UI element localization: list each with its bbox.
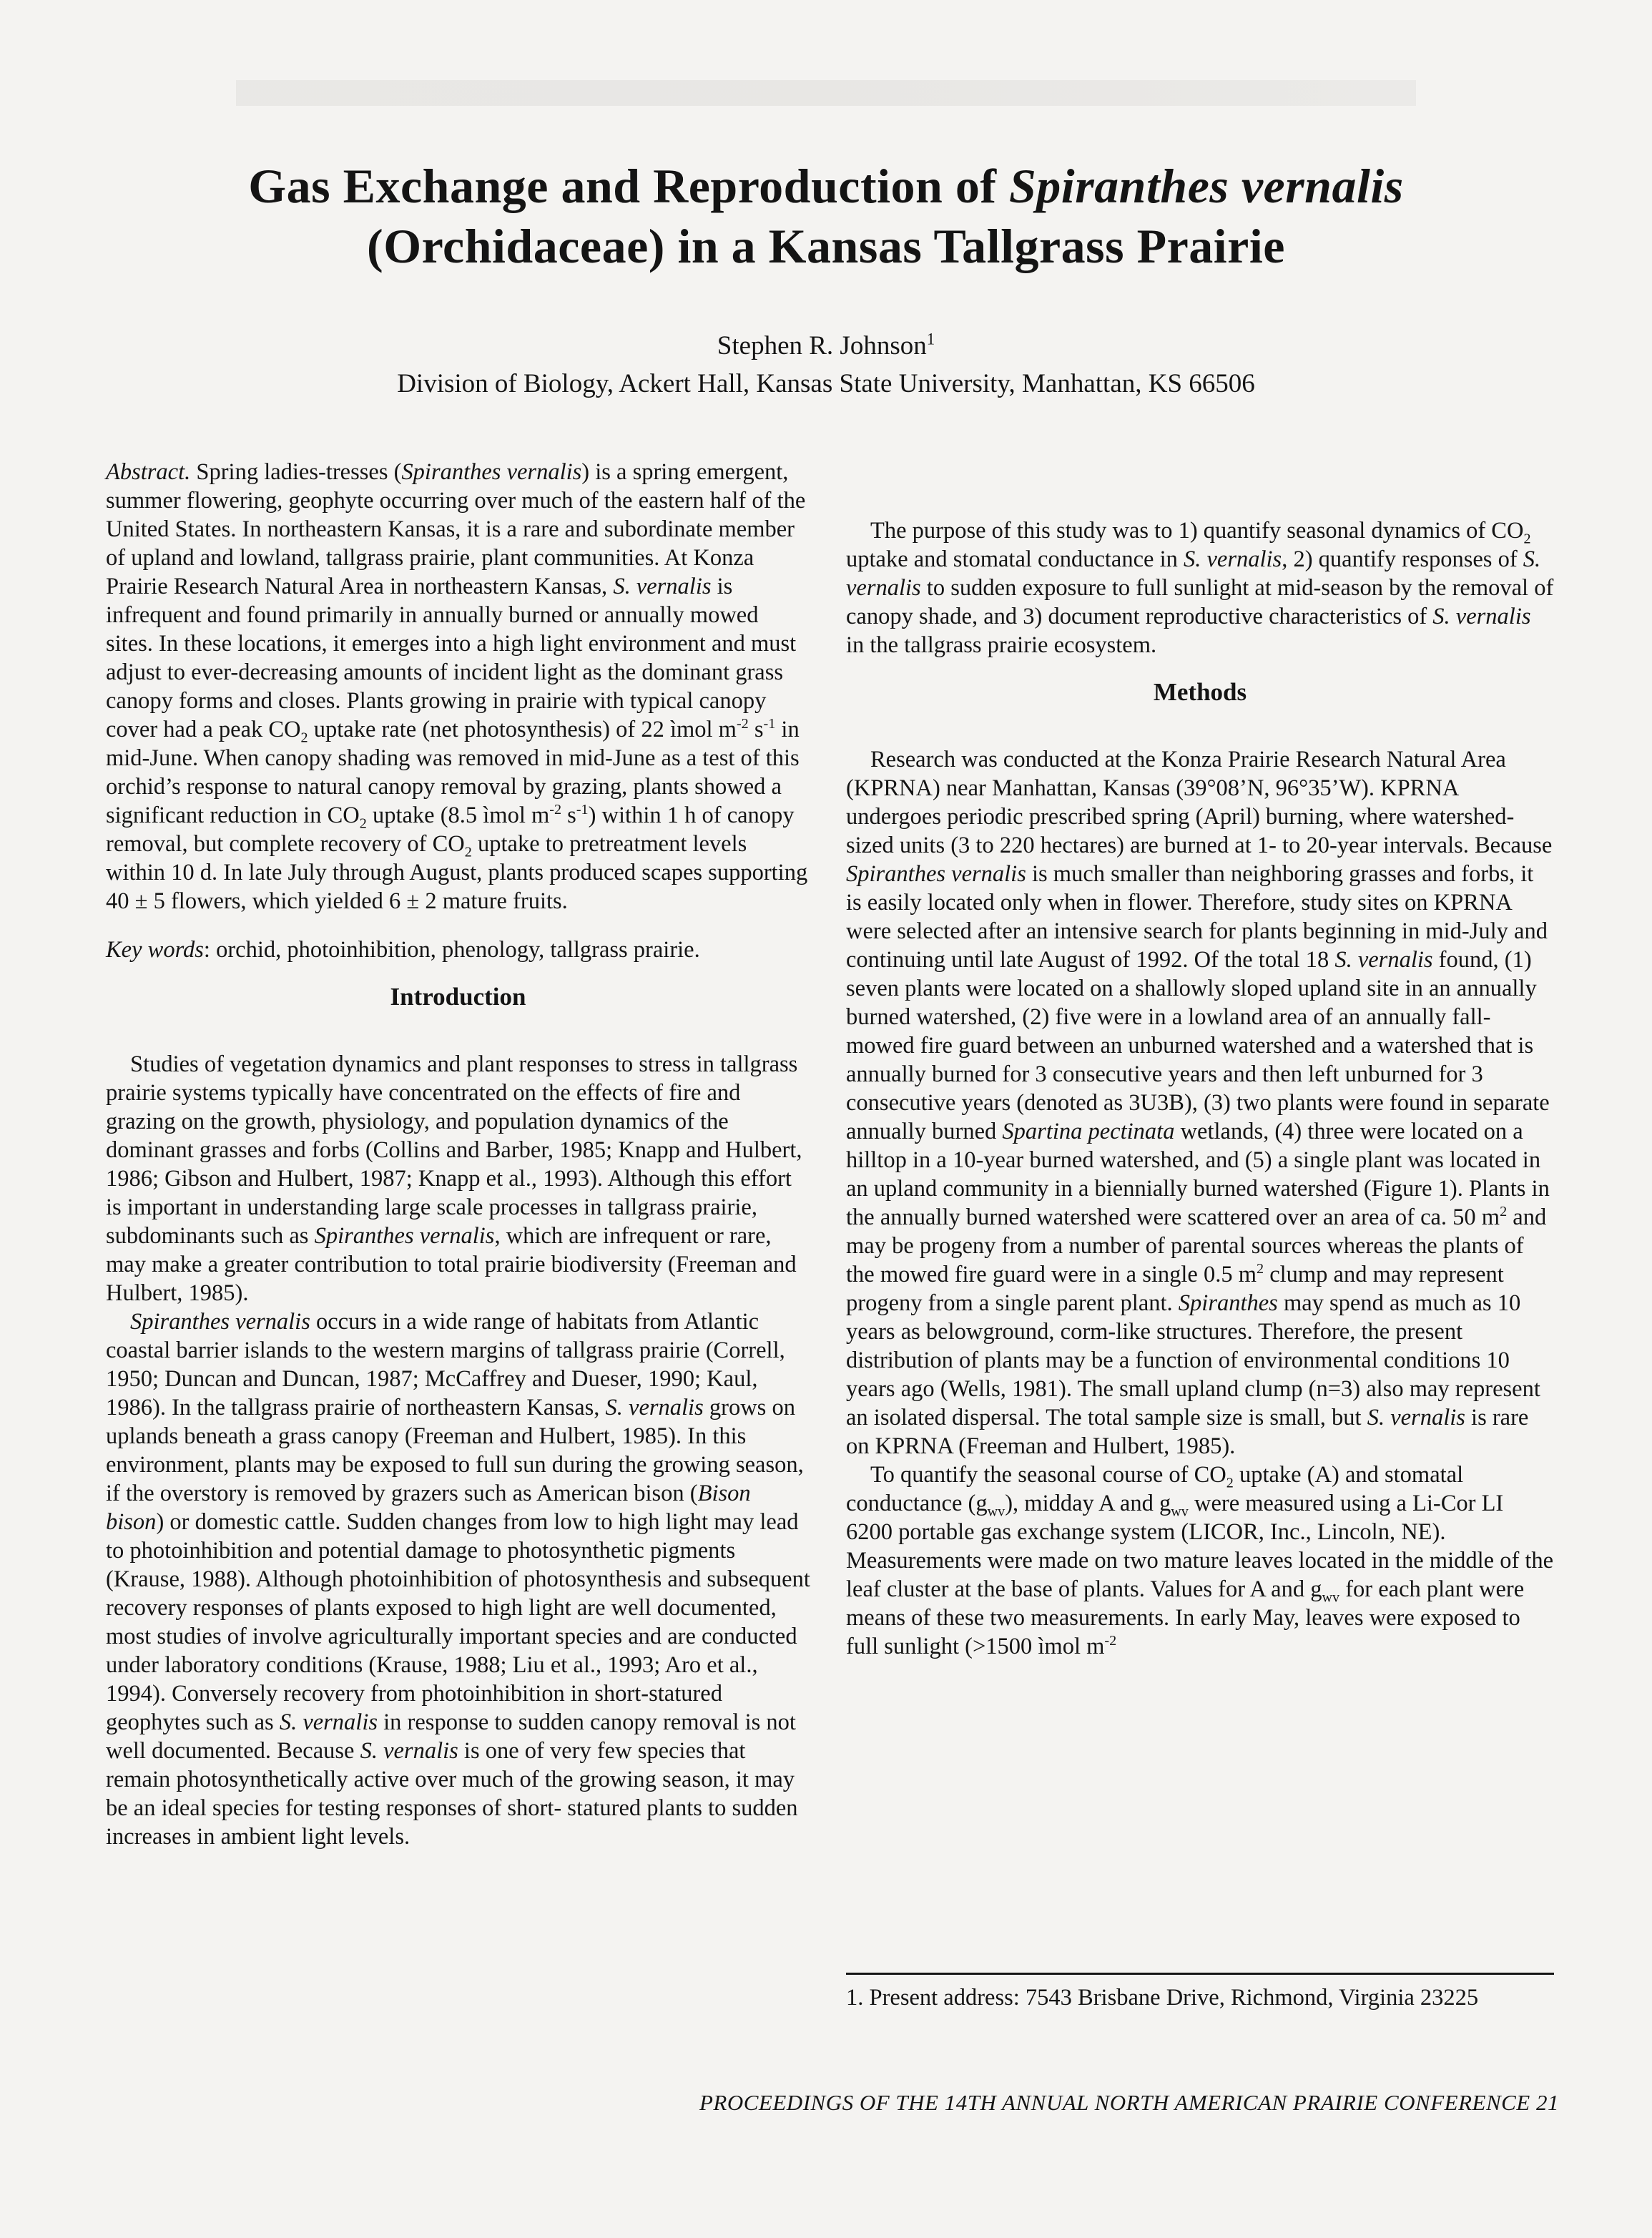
footnote: [846, 1973, 1554, 2012]
intro-paragraph-1: Studies of vegetation dynamics and plant responses to stress in tallgrass prairie systems typically have concentrated on the effects of fire and grazing on the growth, physiology, and population dynamics of the dominant grasses and forbs (Collins and Barber, 1985; Knapp and Hulbert, 1986; Gibson and Hulbert, 1987; Knapp et al., 1993). Although this effort is important in understanding large scale processes in tallgrass prairie, subdominants such as Spiranthes vernalis, which are infrequent or rare, may make a greater contribution to total prairie biodiversity (Freeman and Hulbert, 1985).: [106, 1051, 802, 1306]
left-column: [106, 458, 810, 1851]
intro-paragraph-3: The purpose of this study was to 1) quantify seasonal dynamics of $CO_2$ uptake and stomatal conductance in S. vernalis, 2) quantify responses of S. vernalis to sudden exposure to full sunlight at mid-season by the removal of canopy shade, and 3) document reproductive characteristics of S. vernalis in the tallgrass prairie ecosystem.: [846, 518, 1554, 658]
affiliation: Division of Biology, Ackert Hall, Kansas State University, Manhattan, KS 66506: [397, 369, 1255, 398]
author-line: Stephen R. Johnson$^1$: [717, 330, 935, 360]
title-line-1: Gas Exchange and Reproduction of Spiranthes vernalis: [248, 159, 1404, 213]
page-footer: PROCEEDINGS OF THE 14TH ANNUAL NORTH AMERICAN PRAIRIE CONFERENCE 21: [699, 2090, 1559, 2115]
methods-paragraph-2: To quantify the seasonal course of $CO_2$ uptake (A) and stomatal conductance $(g_{wv})$, midday A and $g_{wv}$ were measured using a Li-Cor LI 6200 portable gas exchange system (LICOR, Inc., Lincoln, NE). Measurements were made on two mature leaves located in the middle of the leaf cluster at the base of plants. Values for A and $g_{wv}$ for each plant were means of these two measurements. In early May, leaves were exposed to full sunlight (>1500 ìmol $m^{-2}$: [846, 1462, 1554, 1659]
methods-paragraph-1: Research was conducted at the Konza Prairie Research Natural Area (KPRNA) near Manhattan, Kansas (39°08’N, 96°35’W). KPRNA undergoes periodic prescribed spring (April) burning, where watershed-sized units (3 to 220 hectares) are burned at 1- to 20-year intervals. Because Spiranthes vernalis is much smaller than neighboring grasses and forbs, it is easily located only when in flower. Therefore, study sites on KPRNA were selected after an intensive search for plants beginning in mid-July and continuing until late August of 1992. Of the total 18 S. vernalis found, (1) seven plants were located on a shallowly sloped upland site in an annually burned watershed, (2) five were in a lowland area of an annually fall-mowed fire guard between an unburned watershed and a watershed that is annually burned for 3 consecutive years and then left unburned for 3 consecutive years (denoted as 3U3B), (3) two plants were found in separate annually burned Spartina pectinata wetlands, (4) three were located on a hilltop in a 10-year burned watershed, and (5) a single plant was located in an upland community in a biennially burned watershed (Figure 1). Plants in the annually burned watershed were scattered over an area of ca. 50 $m^2$ and may be progeny from a number of parental sources whereas the plants of the mowed fire guard were in a single 0.5 $m^2$ clump and may represent progeny from a single parent plant. Spiranthes may spend as much as 10 years as belowground, corm-like structures. Therefore, the present distribution of plants may be a function of environmental conditions 10 years ago (Wells, 1981). The small upland clump (n=3) also may represent an isolated dispersal. The total sample size is small, but S. vernalis is rare on KPRNA (Freeman and Hulbert, 1985).: [846, 747, 1553, 1459]
methods-heading: Methods: [1153, 678, 1247, 706]
paper-title: [107, 156, 1545, 276]
abstract: Abstract. Spring ladies-tresses (Spiranthes vernalis) is a spring emergent, summer flowering, geophyte occurring over much of the eastern half of the United States. In northeastern Kansas, it is a rare and subordinate member of upland and lowland, tallgrass prairie, plant communities. At Konza Prairie Research Natural Area in northeastern Kansas, S. vernalis is infrequent and found primarily in annually burned or annually mowed sites. In these locations, it emerges into a high light environment and must adjust to ever-decreasing amounts of incident light as the dominant grass canopy forms and closes. Plants growing in prairie with typical canopy cover had a peak $CO_2$ uptake rate (net photosynthesis) of 22 ìmol $m^{-2}$ $s^{-1}$ in mid-June. When canopy shading was removed in mid-June as a test of this orchid’s response to natural canopy removal by grazing, plants showed a significant reduction in $CO_2$ uptake (8.5 ìmol $m^{-2}$ $s^{-1}$) within 1 h of canopy removal, but complete recovery of $CO_2$ uptake to pretreatment levels within 10 d. In late July through August, plants produced scapes supporting 40 ± 5 flowers, which yielded 6 ± 2 mature fruits.: [106, 459, 808, 914]
right-column-text: [846, 458, 1554, 1661]
introduction-heading: Introduction: [390, 983, 526, 1011]
footnote-text: 1. Present address: 7543 Brisbane Drive, Richmond, Virginia 23225: [846, 1985, 1479, 2011]
keywords: Key words: orchid, photoinhibition, phenology, tallgrass prairie.: [106, 937, 700, 963]
faded-running-header: [236, 80, 1416, 106]
intro-paragraph-2: Spiranthes vernalis occurs in a wide range of habitats from Atlantic coastal barrier islands to the western margins of tallgrass prairie (Correll, 1950; Duncan and Duncan, 1987; McCaffrey and Dueser, 1990; Kaul, 1986). In the tallgrass prairie of northeastern Kansas, S. vernalis grows on uplands beneath a grass canopy (Freeman and Hulbert, 1985). In this environment, plants may be exposed to full sun during the growing season, if the overstory is removed by grazers such as American bison (Bison bison) or domestic cattle. Sudden changes from low to high light may lead to photoinhibition and potential damage to photosynthetic pigments (Krause, 1988). Although photoinhibition of photosynthesis and subsequent recovery responses of plants exposed to high light are well documented, most studies of involve agriculturally important species and are conducted under laboratory conditions (Krause, 1988; Liu et al., 1993; Aro et al., 1994). Conversely recovery from photoinhibition in short-statured geophytes such as S. vernalis in response to sudden canopy removal is not well documented. Because S. vernalis is one of very few species that remain photosynthetically active over much of the growing season, it may be an ideal species for testing responses of short- statured plants to sudden increases in ambient light levels.: [106, 1309, 810, 1850]
title-line-2: (Orchidaceae) in a Kansas Tallgrass Prairie: [367, 219, 1285, 273]
footnote-rule: [846, 1973, 1554, 1975]
